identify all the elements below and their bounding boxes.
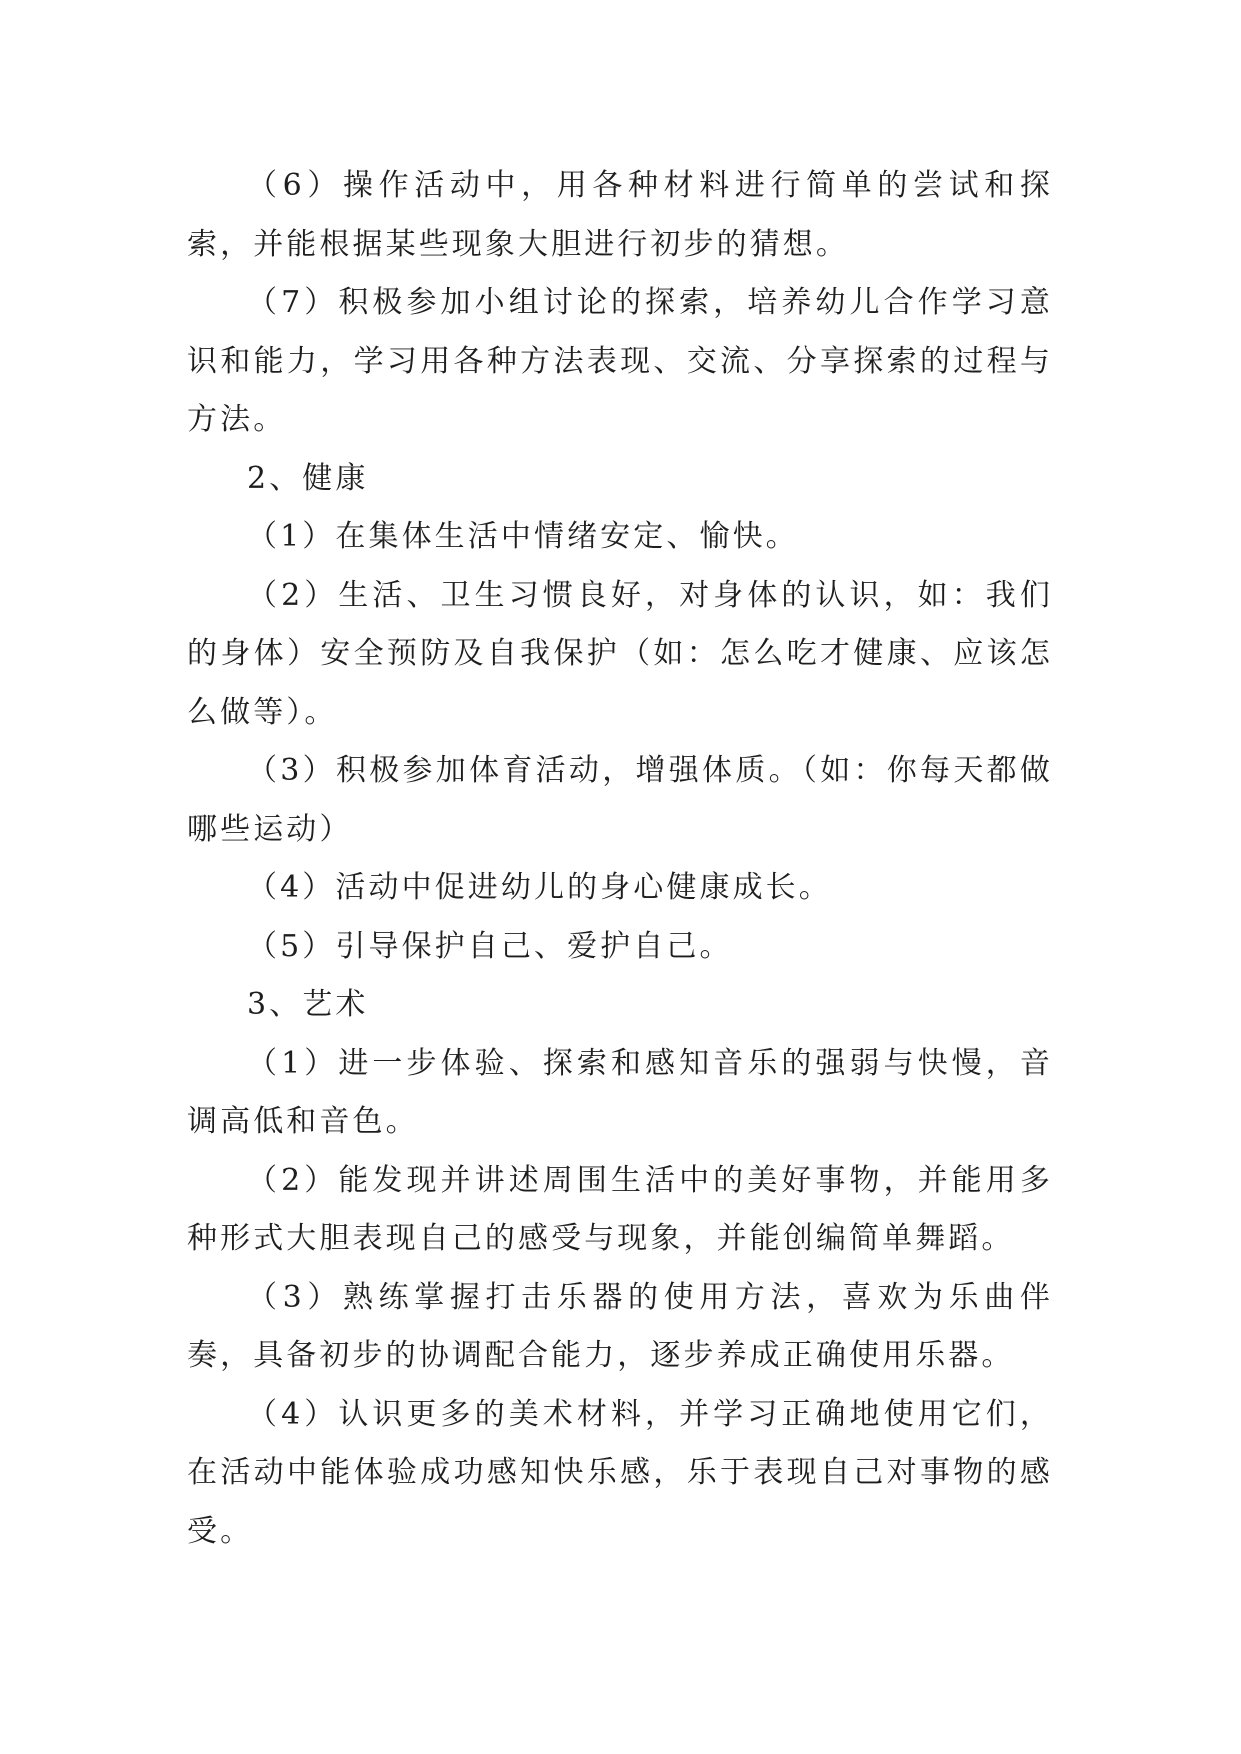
section-heading-health: 2、健康 [247,460,369,496]
section-heading-art: 3、艺术 [247,987,369,1022]
paragraph-health-5: （5）引导保护自己、爱护自己。 [247,928,733,964]
paragraph-art-1: （1）进一步体验、探索和感知音乐的强弱与快慢，音调高低和音色。 [187,1045,1053,1139]
paragraph-science-6: （6）操作活动中，用各种材料进行简单的尝试和探索，并能根据某些现象大胆进行初步的猜想。 [187,168,1053,262]
paragraph-health-3: （3）积极参加体育活动，增强体质。（如：你每天都做哪些运动） [187,753,1053,847]
paragraph-health-4: （4）活动中促进幼儿的身心健康成长。 [247,870,832,905]
paragraph-art-3: （3）熟练掌握打击乐器的使用方法，喜欢为乐曲伴奏，具备初步的协调配合能力，逐步养成正确使用乐器。 [187,1279,1053,1373]
paragraph-health-1: （1）在集体生活中情绪安定、愉快。 [247,519,799,554]
paragraph-health-2: （2）生活、卫生习惯良好，对身体的认识，如：我们的身体）安全预防及自我保护（如：怎么吃才健康、应该怎么做等）。 [187,577,1053,730]
paragraph-art-4: （4）认识更多的美术材料，并学习正确地使用它们，在活动中能体验成功感知快乐感，乐于表现自己对事物的感受。 [187,1396,1053,1549]
paragraph-art-2: （2）能发现并讲述周围生活中的美好事物，并能用多种形式大胆表现自己的感受与现象，并能创编简单舞蹈。 [187,1162,1053,1256]
paragraph-science-7: （7）积极参加小组讨论的探索，培养幼儿合作学习意识和能力，学习用各种方法表现、交流、分享探索的过程与方法。 [187,285,1053,437]
document-body [187,157,1053,1561]
